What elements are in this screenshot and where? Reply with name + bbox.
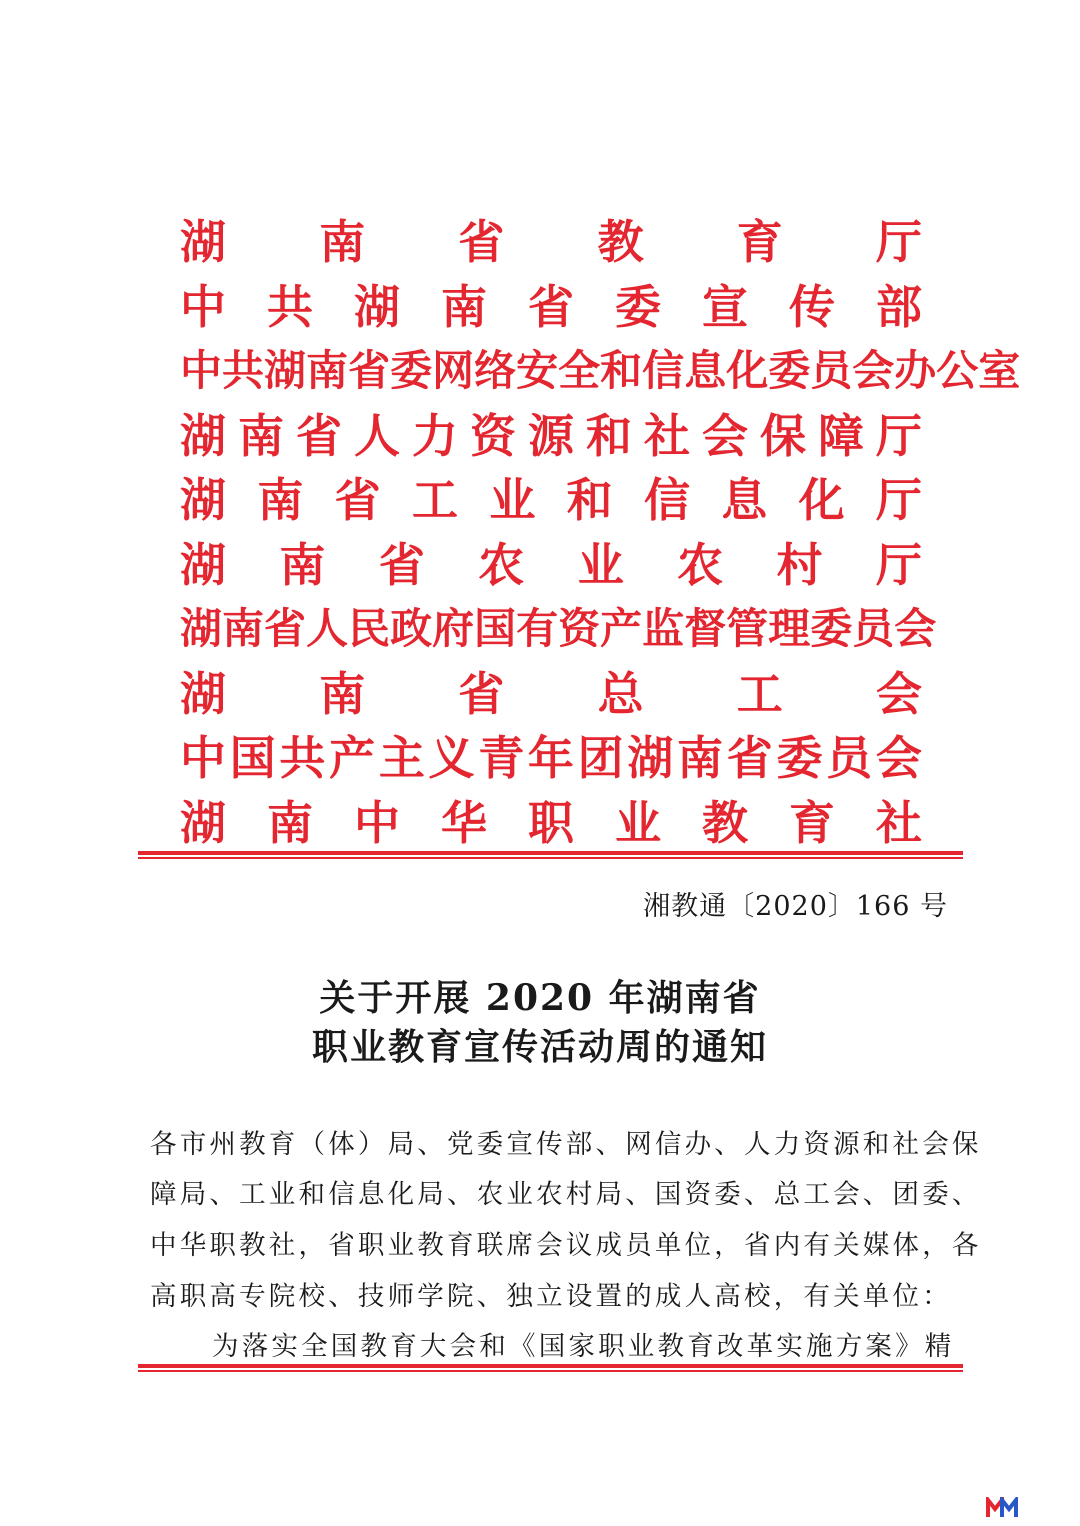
header-divider — [138, 851, 963, 859]
issuer-line: 湖 南 省 农 业 农 村 厅 — [180, 537, 922, 592]
issuer-line: 湖 南 中 华 职 业 教 育 社 — [180, 795, 922, 850]
watermark-logo-icon — [986, 1497, 1018, 1519]
issuer-line: 湖 南 省 人 民 政 府 国 有 资 产 监 督 管 理 委 员 会 — [180, 604, 937, 654]
body-line: 障局、工业和信息化局、农业农村局、国资委、总工会、团委、 — [150, 1179, 982, 1210]
document-title-line-1: 关于开展 2020 年湖南省 — [319, 977, 761, 1019]
issuer-line: 湖 南 省 总 工 会 — [180, 666, 922, 721]
body-line: 为落实全国教育大会和《国家职业教育改革实施方案》精 — [212, 1331, 955, 1362]
body-line: 各市州教育（体）局、党委宣传部、网信办、人力资源和社会保 — [150, 1129, 982, 1160]
issuer-line: 湖 南 省 教 育 厅 — [180, 215, 922, 270]
issuer-line: 湖 南 省 人 力 资 源 和 社 会 保 障 厅 — [180, 408, 922, 463]
issuer-line: 中 共 湖 南 省 委 网 络 安 全 和 信 息 化 委 员 会 办 公 室 — [180, 346, 1021, 396]
issuer-line: 中 共 湖 南 省 委 宣 传 部 — [180, 279, 922, 334]
issuing-bodies-header — [180, 210, 1021, 855]
issuer-line: 湖 南 省 工 业 和 信 息 化 厅 — [180, 473, 922, 528]
issuer-line: 中 国 共 产 主 义 青 年 团 湖 南 省 委 员 会 — [180, 731, 922, 786]
footer-divider — [138, 1364, 963, 1372]
document-title-line-2: 职业教育宣传活动周的通知 — [311, 1026, 768, 1068]
body-line: 中华职教社，省职业教育联席会议成员单位，省内有关媒体，各 — [150, 1230, 982, 1261]
body-line: 高职高专院校、技师学院、独立设置的成人高校，有关单位： — [150, 1281, 952, 1312]
document-number: 湘教通〔2020〕166 号 — [643, 891, 948, 922]
